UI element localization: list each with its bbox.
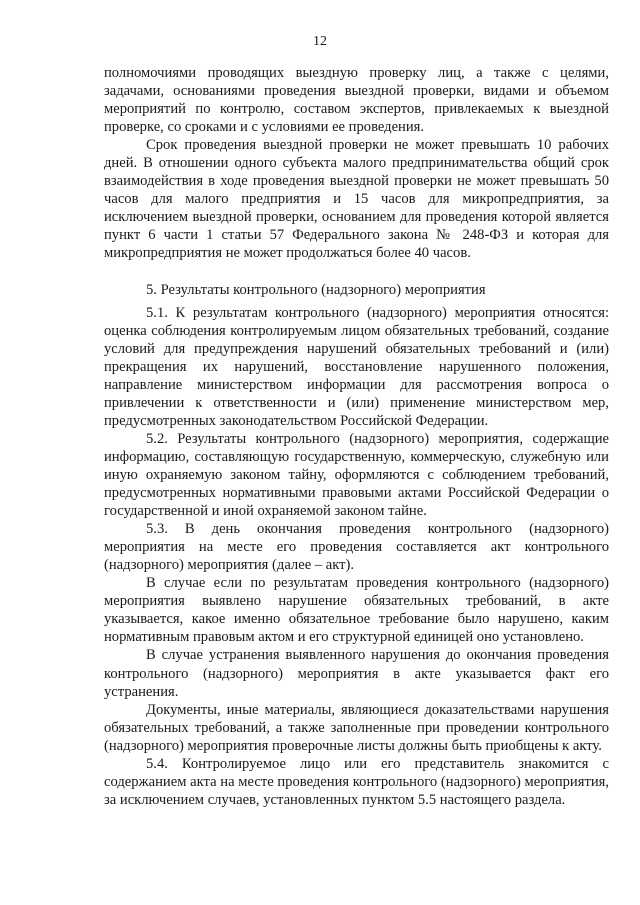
- document-body: [104, 64, 609, 809]
- paragraph-5-2: 5.2. Результаты контрольного (надзорного) мероприятия, содержащие информацию, составляющую государственную, коммерческую, служебную или иную охраняемую законом тайну, оформляются с соблюдением требований, предусмотренных нормативными правовыми актами Российской Федерации о государственной и иной охраняемой законом тайне.: [104, 430, 609, 520]
- paragraph-continuation: полномочиями проводящих выездную проверку лиц, а также с целями, задачами, основаниями проведения выездной проверки, видами и объемом мероприятий по контролю, составом экспертов, привлекаемых к выездной проверке, со сроками и с условиями ее проведения.: [104, 65, 609, 136]
- page-number: 12: [313, 34, 327, 49]
- paragraph-5-3-violation: В случае если по результатам проведения контрольного (надзорного) мероприятия выявлено нарушение обязательных требований, в акте указывается, какое именно обязательное требование было нарушено, каким нормативным правовым актом и его структурной единицей оно установлено.: [104, 575, 609, 646]
- section-heading-5: 5. Результаты контрольного (надзорного) мероприятия: [146, 281, 486, 298]
- paragraph-5-3-elimination: В случае устранения выявленного нарушения до окончания проведения контрольного (надзорного) мероприятия в акте указывается факт его устранения.: [104, 647, 609, 700]
- paragraph-inspection-duration: Срок проведения выездной проверки не может превышать 10 рабочих дней. В отношении одного субъекта малого предпринимательства общий срок взаимодействия в ходе проведения выездной проверки не может превышать 50 часов для малого предприятия и 15 часов для микропредприятия, за исключением выездной проверки, основанием для проведения которой является пункт 6 части 1 статьи 57 Федерального закона № 248-ФЗ и которая для микропредприятия не может продолжаться более 40 часов.: [104, 137, 609, 262]
- paragraph-5-1: 5.1. К результатам контрольного (надзорного) мероприятия относятся: оценка соблюдения контролируемым лицом обязательных требований, создание условий для предупреждения нарушений обязательных требований и (или) прекращения их нарушений, восстановление нарушенного положения, направление министерством информации для рассмотрения вопроса о привлечении к ответственности и (или) применение министерством мер, предусмотренных законодательством Российской Федерации.: [104, 304, 609, 429]
- paragraph-5-4: 5.4. Контролируемое лицо или его представитель знакомится с содержанием акта на месте проведения контрольного (надзорного) мероприятия, за исключением случаев, установленных пунктом 5.5 настоящего раздела.: [104, 755, 609, 808]
- paragraph-5-3-documents: Документы, иные материалы, являющиеся доказательствами нарушения обязательных требований, а также заполненные при проведении контрольного (надзорного) мероприятия проверочные листы должны быть приобщены к акту.: [104, 701, 609, 754]
- paragraph-5-3: 5.3. В день окончания проведения контрольного (надзорного) мероприятия на месте его проведения составляется акт контрольного (надзорного) мероприятия (далее – акт).: [104, 521, 609, 574]
